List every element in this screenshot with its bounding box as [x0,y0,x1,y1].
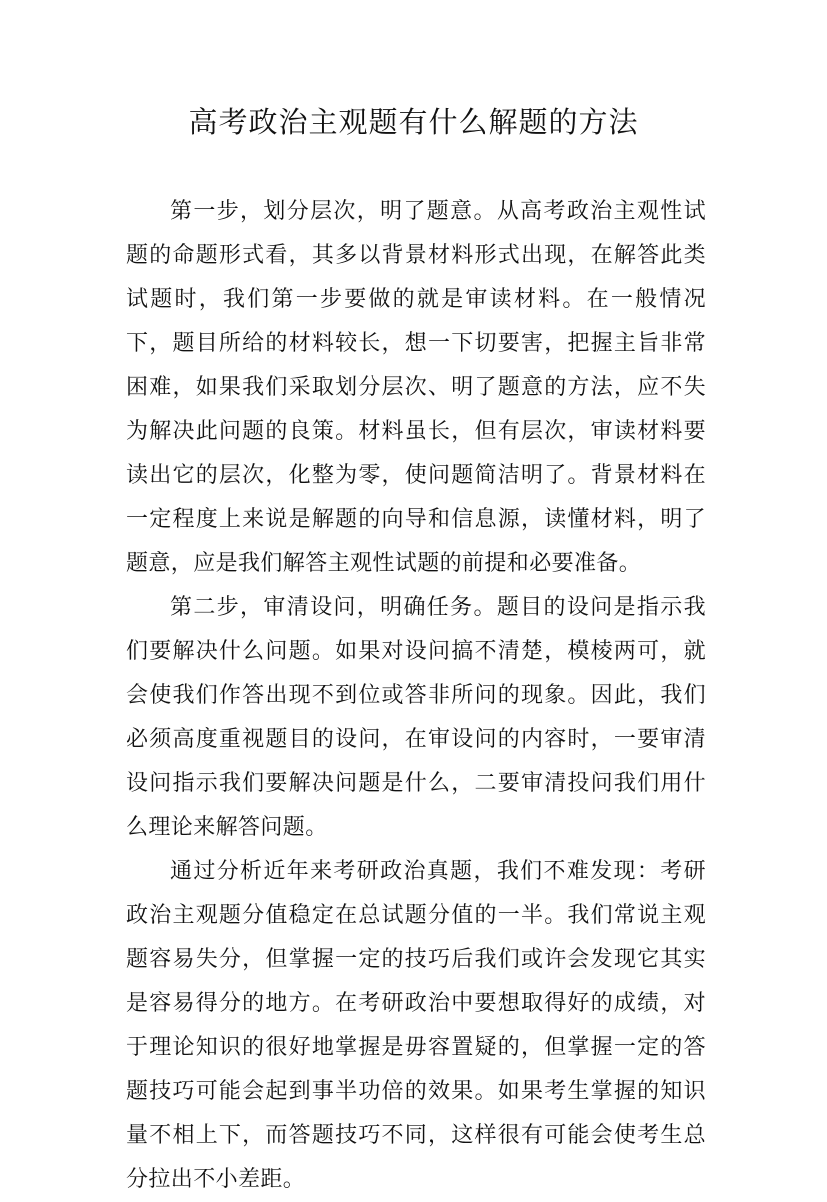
document-body [126,190,706,1202]
paragraph-step-one: 第一步，划分层次，明了题意。从高考政治主观性试题的命题形式看，其多以背景材料形式出现，在解答此类试题时，我们第一步要做的就是审读材料。在一般情况下，题目所给的材料较长，想一下切要害，把握主旨非常困难，如果我们采取划分层次、明了题意的方法，应不失为解决此问题的良策。材料虽长，但有层次，审读材料要读出它的层次，化整为零，使问题简洁明了。背景材料在一定程度上来说是解题的向导和信息源，读懂材料，明了题意，应是我们解答主观性试题的前提和必要准备。 [126,199,706,576]
paragraph-step-two: 第二步，审清设问，明确任务。题目的设问是指示我们要解决什么问题。如果对设问搞不清楚，模棱两可，就会使我们作答出现不到位或答非所问的现象。因此，我们必须高度重视题目的设问，在审设问的内容时，一要审清设问指示我们要解决问题是什么，二要审清投问我们用什么理论来解答问题。 [126,595,706,840]
document-title: 高考政治主观题有什么解题的方法 [188,105,639,139]
paragraph-analysis: 通过分析近年来考研政治真题，我们不难发现：考研政治主观题分值稳定在总试题分值的一半。我们常说主观题容易失分，但掌握一定的技巧后我们或许会发现它其实是容易得分的地方。在考研政治中要想取得好的成绩，对于理论知识的很好地掌握是毋容置疑的，但掌握一定的答题技巧可能会起到事半功倍的效果。如果考生掌握的知识量不相上下，而答题技巧不同，这样很有可能会使考生总分拉出不小差距。 [126,859,706,1192]
